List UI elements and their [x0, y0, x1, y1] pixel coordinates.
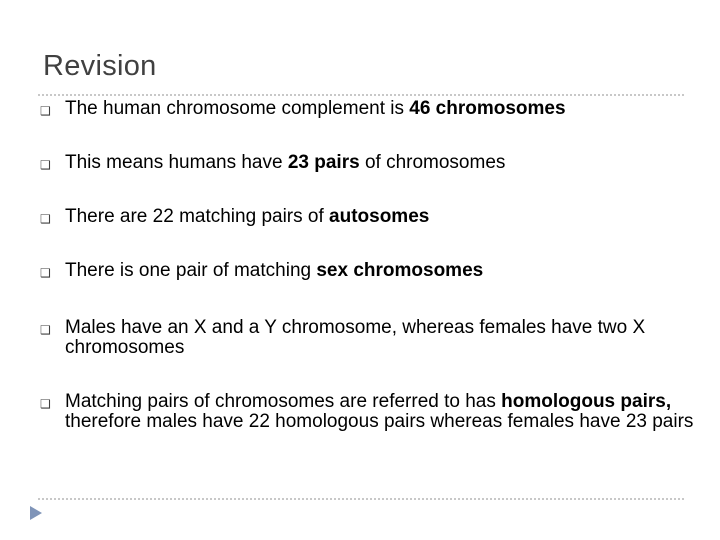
- bullet-text-2-part-1: This means humans have: [65, 152, 288, 173]
- bullet-text-6: [65, 392, 695, 432]
- square-bullet-icon: ❑: [40, 212, 51, 226]
- play-arrow-icon[interactable]: [29, 505, 43, 521]
- bullet-item-3: [40, 207, 700, 229]
- bullet-text-2-part-2: 23 pairs: [287, 152, 360, 173]
- bullet-text-4: [65, 261, 695, 281]
- bullet-text-2: [65, 153, 695, 173]
- square-bullet-icon: ❑: [40, 323, 51, 337]
- bullet-text-5-part-1: Males have an X and a Y chromosome, whereas females have two X chromosomes: [65, 317, 646, 358]
- square-bullet-icon: ❑: [40, 266, 51, 280]
- bullet-text-4-part-1: There is one pair of matching: [65, 260, 317, 281]
- bullet-text-3: [65, 207, 695, 227]
- title-divider: [38, 94, 684, 96]
- square-bullet-icon: ❑: [40, 104, 51, 118]
- bullet-text-6-part-2: homologous pairs,: [501, 391, 672, 412]
- bullet-text-2-part-3: of chromosomes: [359, 152, 506, 173]
- square-bullet-icon: ❑: [40, 397, 51, 411]
- bullet-item-1: [40, 99, 700, 121]
- bullet-item-2: [40, 153, 700, 175]
- bullet-text-3-part-2: autosomes: [329, 206, 430, 227]
- bullet-item-5: [40, 318, 700, 358]
- bullet-text-3-part-1: There are 22 matching pairs of: [65, 206, 330, 227]
- bullet-text-6-part-1: Matching pairs of chromosomes are referred to has: [65, 391, 502, 412]
- bullet-item-4: [40, 261, 700, 283]
- bullet-text-5: [65, 318, 695, 358]
- bullet-text-1-part-1: The human chromosome complement is: [65, 98, 410, 119]
- bullet-text-1: [65, 99, 695, 119]
- bullet-text-6-part-3: therefore males have 22 homologous pairs whereas females have 23 pairs: [65, 411, 694, 432]
- bullet-item-6: [40, 392, 700, 432]
- slide-title: Revision: [43, 50, 157, 82]
- footer-divider: [38, 498, 684, 500]
- bullet-text-1-part-2: 46 chromosomes: [409, 98, 566, 119]
- bullet-text-4-part-2: sex chromosomes: [316, 260, 484, 281]
- square-bullet-icon: ❑: [40, 158, 51, 172]
